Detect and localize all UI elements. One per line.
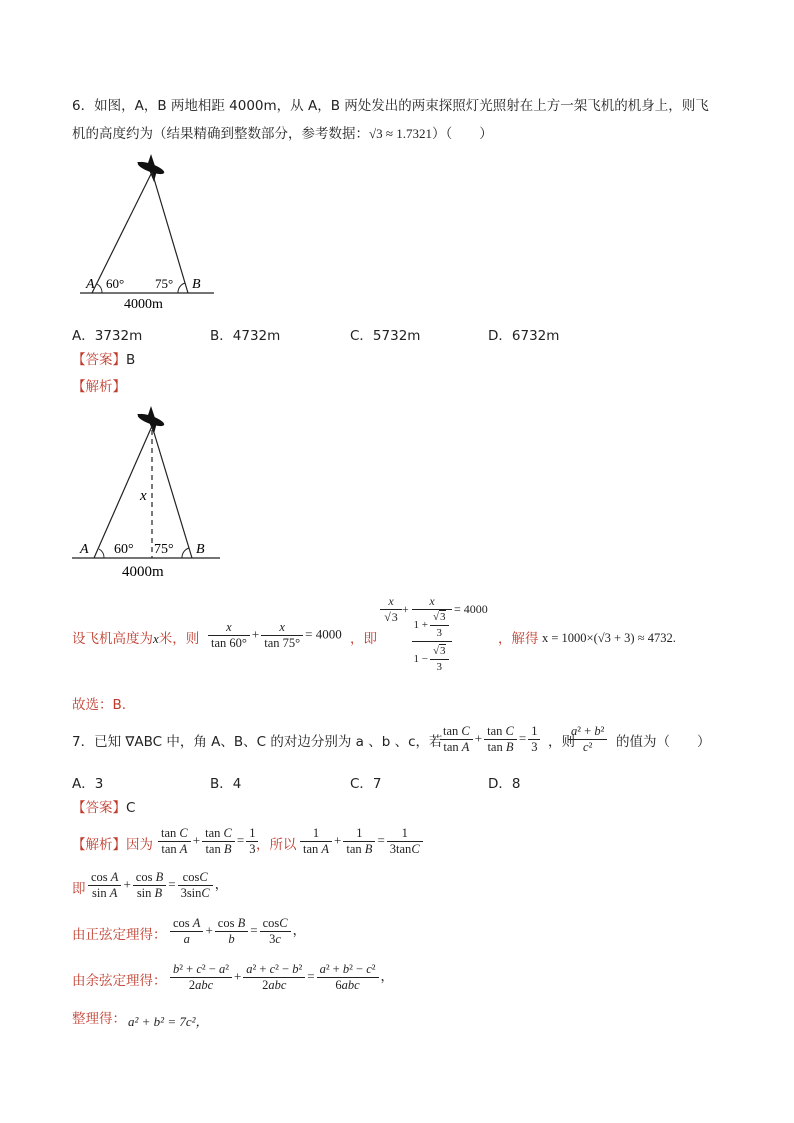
q7-stem [72, 733, 443, 751]
q6-then: ，即 [350, 631, 377, 647]
q6-solution-line [72, 630, 199, 648]
angle-a: 60° [114, 542, 134, 557]
angle-b: 75° [155, 276, 174, 291]
beam-b [152, 172, 188, 293]
q6-stem-line2-end: ）（ ） [432, 126, 493, 142]
airplane-icon [136, 406, 165, 434]
q7-stem-a: 7．已知 ∇ABC 中，角 A、B、C 的对边分别为 a 、b 、c，若 [72, 734, 443, 750]
q6-answer-value: B [126, 352, 136, 368]
q7-option-a[interactable]: A．3 [72, 776, 104, 792]
q6-option-d[interactable]: D．6732m [488, 328, 560, 344]
q6-stem-line2-text: 机的高度约为（结果精确到整数部分，参考数据： [72, 126, 369, 142]
q6-conclusion: 故选：B. [72, 697, 127, 713]
q6-option-c[interactable]: C．5732m [350, 328, 421, 344]
q6-eq1: $\frac{x}{\tan 60^\circ}$ + $\frac{x}{\tan 75^\circ}$ = 4000 [206, 620, 342, 651]
q6-eq1-rhs: = 4000 [305, 626, 342, 642]
height-label: x [140, 488, 147, 504]
q6-solution-prefix: 设飞机高度为 [72, 631, 153, 647]
q7-step0: $\frac{\text{tan C}}{\text{tan A}}$ + $\frac{\text{tan C}}{\text{tan B}}$ = $\frac{1}{3}$ [156, 826, 260, 857]
q6-nested-eq: x √3 + x 1 + $\frac{√3}{3}$ 1 − $\frac{√3}{3}$ = 4000 [380, 594, 500, 684]
q7-stem-c: 的值为（ ） [616, 734, 711, 750]
q7-step3: $\frac{\text{b² + c² − a²}}{\text{2abc}}$ + $\frac{\text{a² + c² − b²}}{\text{2abc}}$ = $\frac{\text{a² + b² − c²}}{\text{6abc}}$ ， [168, 962, 394, 993]
q6-frac1-den: tan 60° [211, 636, 247, 650]
q7-target: $\frac{\text{a² + b²}}{\text{c²}}$ [566, 724, 609, 755]
q6-nested-rhs: = 4000 [454, 602, 488, 616]
q6-figure [70, 148, 230, 318]
q7-step1-label: 即 [72, 881, 86, 897]
label-b: B [196, 542, 205, 557]
q7-step4-label: 整理得： [72, 1011, 126, 1027]
q7-because: 因为 [126, 837, 153, 853]
q7-stem-b: ，则 [548, 734, 575, 750]
q7-answer-tag: 【答案】 [72, 800, 126, 816]
q6-stem-line2 [72, 125, 493, 143]
q7-option-d[interactable]: D．8 [488, 776, 521, 792]
distance-label: 4000m [124, 297, 163, 312]
q7-answer-value: C [126, 800, 136, 816]
q6-analysis-tag: 【解析】 [72, 379, 126, 395]
airplane-icon [136, 154, 165, 182]
angle-a: 60° [106, 276, 125, 291]
q6-suffix: ，解得 [498, 631, 539, 647]
q6-frac1-num: x [208, 620, 250, 636]
q6-option-b[interactable]: B．4732m [210, 328, 281, 344]
q6-frac2-num: x [261, 620, 303, 636]
q7-step1: $\frac{\text{cos A}}{\text{sin A}}$ + $\frac{\text{cos B}}{\text{sin B}}$ = $\frac{\cos C}{3\sin C}$ ， [86, 870, 228, 901]
q7-step0b: $\frac{1}{\text{tan A}}$ + $\frac{1}{\text{tan B}}$ = $\frac{1}{3\tan C}$ [298, 826, 425, 857]
q6-answer [72, 351, 135, 369]
label-b: B [192, 277, 201, 292]
label-a: A [80, 542, 89, 557]
q6-solution-figure [70, 400, 230, 585]
distance-label: 4000m [122, 564, 164, 580]
q6-frac2-den: tan 75° [264, 636, 301, 650]
q7-condition: $\frac{\text{tan C}}{\text{tan A}}$ + $\frac{\text{tan C}}{\text{tan B}}$ = $\frac{1}{3}$ [438, 724, 542, 755]
q7-option-c[interactable]: C．7 [350, 776, 382, 792]
q7-answer [72, 799, 135, 817]
beam-b [152, 426, 192, 558]
q7-step2: $\frac{\text{cos A}}{a}$ + $\frac{\text{cos B}}{b}$ = $\frac{\cos C}{3c}$ ， [168, 916, 306, 947]
q6-option-a[interactable]: A．3732m [72, 328, 143, 344]
q7-step2-label: 由正弦定理得： [72, 927, 167, 943]
q7-analysis-line [72, 836, 153, 854]
q7-option-b[interactable]: B．4 [210, 776, 242, 792]
beam-a [92, 172, 152, 293]
q6-stem-line1: 6．如图，A，B 两地相距 4000m，从 A，B 两处发出的两束探照灯光照射在上方一架飞机的机身上，则飞 [72, 98, 709, 114]
q6-result: x = 1000×(√3 + 3) ≈ 4732. [542, 631, 676, 645]
q7-so: ，所以 [256, 837, 297, 853]
q6-solution-mid: 米，则 [158, 631, 200, 647]
q6-solution-var: x [153, 631, 159, 646]
angle-b: 75° [154, 542, 174, 557]
q7-step3-label: 由余弦定理得： [72, 973, 167, 989]
q7-result: a² + b² = 7c²， [128, 1014, 209, 1029]
q6-answer-tag: 【答案】 [72, 352, 126, 368]
q7-analysis-tag: 【解析】 [72, 837, 126, 853]
q6-ref-value: √3 ≈ 1.7321 [369, 126, 433, 141]
label-a: A [86, 277, 95, 292]
